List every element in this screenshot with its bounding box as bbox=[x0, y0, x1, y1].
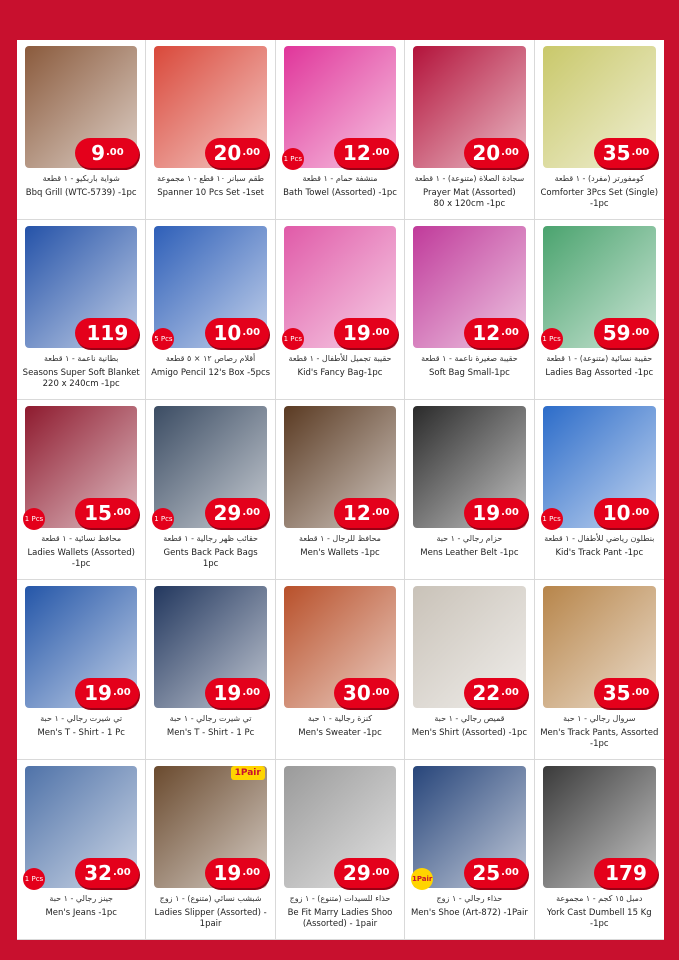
price-decimal: .00 bbox=[242, 507, 261, 518]
product-card[interactable] bbox=[535, 580, 664, 760]
price-decimal: .00 bbox=[631, 327, 650, 338]
price-integer: 35 bbox=[602, 681, 631, 705]
price-badge bbox=[75, 318, 139, 348]
price-badge bbox=[75, 498, 139, 528]
price-decimal: .00 bbox=[242, 867, 261, 878]
product-name-arabic: حقيبة صغيرة ناعمة - ١ قطعة bbox=[421, 354, 518, 363]
product-card[interactable] bbox=[276, 580, 405, 760]
price-badge bbox=[594, 858, 658, 888]
product-name-arabic: حذاء رجالي - ١ زوج bbox=[436, 894, 503, 903]
quantity-tag: 1Pair bbox=[231, 766, 265, 780]
product-name-arabic: حقيبة تجميل للأطفال - ١ قطعة bbox=[288, 354, 392, 363]
product-name-english: Men's Sweater -1pc bbox=[298, 728, 382, 738]
product-name-arabic: شبشب نسائي (متنوع) - ١ زوج bbox=[159, 894, 262, 903]
product-name-arabic: حقائب ظهر رجالية - ١ قطعة bbox=[163, 534, 258, 543]
product-name-arabic: محافظ للرجال - ١ قطعة bbox=[299, 534, 381, 543]
product-card[interactable] bbox=[405, 580, 534, 760]
product-name-english: York Cast Dumbell 15 Kg -1pc bbox=[546, 908, 652, 929]
product-name-arabic: شواية باربكيو - ١ قطعة bbox=[42, 174, 120, 183]
price-integer: 22 bbox=[472, 681, 501, 705]
price-decimal: .00 bbox=[371, 327, 390, 338]
product-name-arabic: منشفة حمام - ١ قطعة bbox=[302, 174, 378, 183]
product-name-english: Men's Track Pants, Assorted -1pc bbox=[540, 728, 659, 749]
price-integer: 35 bbox=[602, 141, 631, 165]
price-integer: 59 bbox=[602, 321, 631, 345]
price-badge bbox=[464, 498, 528, 528]
product-name-english: Ladies Wallets (Assorted) -1pc bbox=[27, 548, 135, 569]
product-name-arabic: بنطلون رياضي للأطفال - ١ قطعة bbox=[544, 534, 655, 543]
quantity-tag: 5 Pcs bbox=[152, 328, 174, 350]
price-integer: 25 bbox=[472, 861, 501, 885]
product-name-english: Seasons Super Soft Blanket 220 x 240cm -1pc bbox=[22, 368, 140, 389]
product-card[interactable] bbox=[535, 220, 664, 400]
price-badge bbox=[75, 858, 139, 888]
product-name-arabic: محافظ نسائية - ١ قطعة bbox=[41, 534, 122, 543]
price-integer: 19 bbox=[342, 321, 371, 345]
product-name-arabic: تي شيرت رجالي - ١ حبة bbox=[169, 714, 252, 723]
product-name-english: Amigo Pencil 12's Box -5pcs bbox=[151, 368, 271, 378]
product-name-english: Soft Bag Small-1pc bbox=[429, 368, 510, 378]
product-name-arabic: بطانية ناعمة - ١ قطعة bbox=[43, 354, 119, 363]
price-decimal: .00 bbox=[242, 327, 261, 338]
price-badge bbox=[464, 678, 528, 708]
price-integer: 12 bbox=[342, 501, 371, 525]
price-decimal: .00 bbox=[371, 867, 390, 878]
product-name-arabic: طقم سبانر ١٠ قطع - ١ مجموعة bbox=[157, 174, 265, 183]
flyer-sheet bbox=[17, 40, 664, 940]
price-badge bbox=[594, 678, 658, 708]
product-name-arabic: تي شيرت رجالي - ١ حبة bbox=[40, 714, 123, 723]
price-decimal: .00 bbox=[242, 147, 261, 158]
product-name-english: Bbq Grill (WTC-5739) -1pc bbox=[25, 188, 137, 198]
product-card[interactable] bbox=[276, 400, 405, 580]
product-card[interactable] bbox=[17, 40, 146, 220]
product-card[interactable] bbox=[146, 400, 275, 580]
price-decimal: .00 bbox=[112, 687, 131, 698]
price-integer: 20 bbox=[472, 141, 501, 165]
product-name-arabic: كنزة رجالية - ١ حبة bbox=[307, 714, 373, 723]
price-decimal: .00 bbox=[501, 147, 519, 158]
product-name-english: Men's Wallets -1pc bbox=[300, 548, 380, 558]
price-integer: 30 bbox=[342, 681, 371, 705]
product-card[interactable] bbox=[17, 220, 146, 400]
product-name-arabic: أقلام رصاص ١٢ × ٥ قطعة bbox=[165, 354, 256, 363]
product-name-english: Bath Towel (Assorted) -1pc bbox=[283, 188, 397, 198]
quantity-tag: 1 Pcs bbox=[541, 508, 563, 530]
product-name-english: Men's T - Shirt - 1 Pc bbox=[166, 728, 255, 738]
price-integer: 10 bbox=[602, 501, 631, 525]
price-badge bbox=[75, 678, 139, 708]
price-integer: 12 bbox=[342, 141, 371, 165]
product-card[interactable] bbox=[146, 40, 275, 220]
price-decimal: .00 bbox=[631, 147, 650, 158]
price-integer: 19 bbox=[84, 681, 112, 705]
product-card[interactable] bbox=[276, 760, 405, 940]
price-decimal: .00 bbox=[371, 147, 390, 158]
product-name-english: Comforter 3Pcs Set (Single) -1pc bbox=[540, 188, 659, 209]
price-decimal: .00 bbox=[242, 687, 261, 698]
price-integer: 119 bbox=[86, 321, 129, 345]
price-integer: 15 bbox=[84, 501, 112, 525]
price-integer: 19 bbox=[472, 501, 501, 525]
product-card[interactable] bbox=[146, 220, 275, 400]
product-name-arabic: كومفورتر (مفرد) - ١ قطعة bbox=[554, 174, 644, 183]
product-name-arabic: حذاء للسيدات (متنوع) - ١ زوج bbox=[289, 894, 391, 903]
price-badge bbox=[75, 138, 139, 168]
quantity-tag: 1 Pcs bbox=[282, 328, 304, 350]
product-name-english: Ladies Slipper (Assorted) - 1pair bbox=[154, 908, 267, 929]
quantity-tag: 1Pair bbox=[411, 868, 433, 890]
price-badge bbox=[334, 858, 398, 888]
product-name-english: Prayer Mat (Assorted) 80 x 120cm -1pc bbox=[423, 188, 516, 209]
product-name-arabic: قميص رجالي - ١ حبة bbox=[434, 714, 505, 723]
product-name-english: Men's Shoe (Art-872) -1Pair bbox=[410, 908, 528, 918]
product-name-arabic: سجادة الصلاة (متنوعة) - ١ قطعة bbox=[414, 174, 525, 183]
product-name-english: Ladies Bag Assorted -1pc bbox=[545, 368, 654, 378]
price-decimal: .00 bbox=[371, 507, 390, 518]
quantity-tag: 1 Pcs bbox=[23, 508, 45, 530]
product-name-english: Men's Jeans -1pc bbox=[45, 908, 117, 918]
price-decimal: .00 bbox=[112, 507, 131, 518]
price-decimal: .00 bbox=[501, 507, 519, 518]
price-integer: 179 bbox=[605, 861, 647, 885]
product-card[interactable] bbox=[405, 40, 534, 220]
price-decimal: .00 bbox=[371, 687, 390, 698]
product-name-english: Kid's Fancy Bag-1pc bbox=[297, 368, 383, 378]
product-card[interactable] bbox=[405, 400, 534, 580]
product-name-english: Spanner 10 Pcs Set -1set bbox=[157, 188, 264, 198]
product-name-english: Men's T - Shirt - 1 Pc bbox=[37, 728, 125, 738]
price-badge bbox=[205, 138, 269, 168]
price-badge bbox=[464, 138, 528, 168]
product-name-arabic: سروال رجالي - ١ حبة bbox=[563, 714, 636, 723]
product-name-arabic: دمبل ١٥ كجم - ١ مجموعة bbox=[556, 894, 643, 903]
product-card[interactable] bbox=[276, 220, 405, 400]
price-integer: 10 bbox=[213, 321, 242, 345]
price-badge bbox=[205, 678, 269, 708]
price-integer: 32 bbox=[84, 861, 112, 885]
quantity-tag: 1 Pcs bbox=[152, 508, 174, 530]
product-name-arabic: حقيبة نسائية (متنوعة) - ١ قطعة bbox=[546, 354, 653, 363]
price-badge bbox=[334, 678, 398, 708]
quantity-tag: 1 Pcs bbox=[23, 868, 45, 890]
price-integer: 19 bbox=[213, 861, 242, 885]
price-badge bbox=[334, 498, 398, 528]
product-card[interactable] bbox=[17, 760, 146, 940]
price-badge bbox=[205, 318, 269, 348]
product-card[interactable] bbox=[405, 220, 534, 400]
product-card[interactable] bbox=[535, 760, 664, 940]
price-badge bbox=[334, 138, 398, 168]
product-card[interactable] bbox=[17, 400, 146, 580]
price-badge bbox=[334, 318, 398, 348]
price-integer: 29 bbox=[213, 501, 242, 525]
price-integer: 19 bbox=[213, 681, 242, 705]
product-card[interactable] bbox=[535, 400, 664, 580]
price-decimal: .00 bbox=[105, 147, 124, 158]
quantity-tag: 1 Pcs bbox=[282, 148, 304, 170]
price-badge bbox=[594, 318, 658, 348]
price-badge bbox=[205, 498, 269, 528]
price-decimal: .00 bbox=[112, 867, 131, 878]
price-badge bbox=[594, 138, 658, 168]
product-card[interactable] bbox=[535, 40, 664, 220]
product-card[interactable] bbox=[405, 760, 534, 940]
price-decimal: .00 bbox=[501, 867, 519, 878]
price-decimal: .00 bbox=[631, 687, 650, 698]
product-card[interactable] bbox=[276, 40, 405, 220]
price-badge bbox=[464, 858, 528, 888]
quantity-tag: 1 Pcs bbox=[541, 328, 563, 350]
product-name-english: Men's Shirt (Assorted) -1pc bbox=[411, 728, 528, 738]
price-badge bbox=[205, 858, 269, 888]
price-decimal: .00 bbox=[631, 507, 650, 518]
price-decimal: .00 bbox=[501, 687, 519, 698]
price-decimal: .00 bbox=[501, 327, 519, 338]
product-name-english: Gents Back Pack Bags 1pc bbox=[163, 548, 258, 569]
product-name-english: Kid's Track Pant -1pc bbox=[555, 548, 644, 558]
price-integer: 29 bbox=[342, 861, 371, 885]
product-name-english: Mens Leather Belt -1pc bbox=[420, 548, 519, 558]
price-badge bbox=[464, 318, 528, 348]
product-name-english: Be Fit Marry Ladies Shoo (Assorted) - 1pair bbox=[287, 908, 393, 929]
price-integer: 9 bbox=[91, 141, 105, 165]
product-card[interactable] bbox=[146, 580, 275, 760]
price-integer: 12 bbox=[472, 321, 501, 345]
price-badge bbox=[594, 498, 658, 528]
product-name-arabic: جينز رجالي - ١ حبة bbox=[49, 894, 113, 903]
price-integer: 20 bbox=[213, 141, 242, 165]
product-name-arabic: حزام رجالي - ١ حبة bbox=[436, 534, 503, 543]
product-grid bbox=[17, 40, 664, 940]
product-card[interactable] bbox=[17, 580, 146, 760]
product-card[interactable] bbox=[146, 760, 275, 940]
